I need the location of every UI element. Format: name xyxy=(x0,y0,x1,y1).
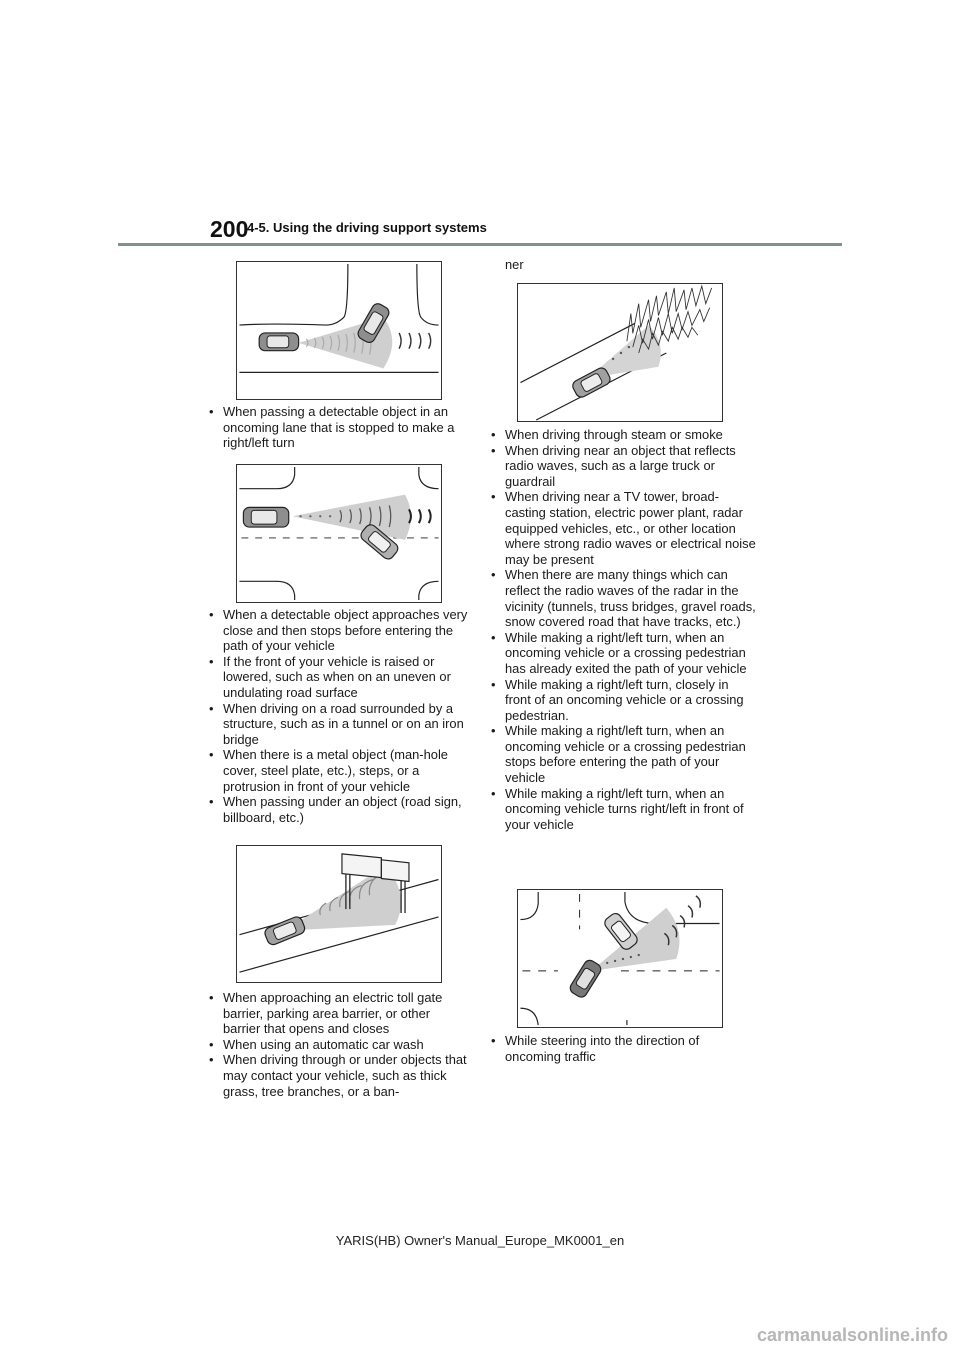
list-item: • When driving through or under objects that may contact your vehicle, such as thick grass, tree branches, or a ban- xyxy=(206,1052,468,1099)
left-bullets-group3 xyxy=(206,990,468,1099)
footer-manual-id: YARIS(HB) Owner's Manual_Europe_MK0001_en xyxy=(335,1233,625,1248)
list-item: • When passing a detectable object in an oncoming lane that is stopped to make a right/left turn xyxy=(206,404,468,451)
watermark: carmanualsonline.info xyxy=(756,1325,948,1345)
figure-approaching-object-illustration xyxy=(236,464,442,603)
list-item: • When driving through steam or smoke xyxy=(488,427,756,443)
list-item: • When approaching an electric toll gate barrier, parking area barrier, or other barrier that opens and closes xyxy=(206,990,468,1037)
right-bullets-group2 xyxy=(488,1033,756,1064)
header-divider xyxy=(118,243,842,246)
list-item: • When driving on a road surrounded by a structure, such as in a tunnel or on an iron bridge xyxy=(206,701,468,748)
figure-steering-oncoming-illustration xyxy=(517,889,723,1028)
list-item: • When passing under an object (road sign, billboard, etc.) xyxy=(206,794,468,825)
list-item: • While making a right/left turn, when an oncoming vehicle or a crossing pedestrian has already exited the path of your vehicle xyxy=(488,630,756,677)
figure-oncoming-turn-illustration xyxy=(236,261,442,400)
list-item: • When driving near a TV tower, broad-casting station, electric power plant, radar equipped vehicles, etc., or other location where strong radio waves or electrical noise may be present xyxy=(488,489,756,567)
list-item: • When a detectable object approaches very close and then stops before entering the path of your vehicle xyxy=(206,607,468,654)
list-item: • When using an automatic car wash xyxy=(206,1037,468,1053)
list-item: • While making a right/left turn, when an oncoming vehicle or a crossing pedestrian stops before entering the path of your vehicle xyxy=(488,723,756,785)
continued-text: ner xyxy=(505,257,524,272)
list-item: • If the front of your vehicle is raised or lowered, such as when on an uneven or undulating road surface xyxy=(206,654,468,701)
list-item: • When there is a metal object (man-hole cover, steel plate, etc.), steps, or a protrusion in front of your vehicle xyxy=(206,747,468,794)
figure-thick-grass-illustration xyxy=(517,283,723,422)
left-bullets-group2 xyxy=(206,607,468,825)
section-title: 4-5. Using the driving support systems xyxy=(247,220,487,235)
list-item: • When driving near an object that reflects radio waves, such as a large truck or guardrail xyxy=(488,443,756,490)
right-bullets-group1 xyxy=(488,427,756,832)
figure-overhead-sign-illustration xyxy=(236,845,442,983)
list-item: • While making a right/left turn, closely in front of an oncoming vehicle or a crossing pedestrian. xyxy=(488,677,756,724)
left-bullets-group1 xyxy=(206,404,468,451)
list-item: • While making a right/left turn, when an oncoming vehicle turns right/left in front of your vehicle xyxy=(488,786,756,833)
list-item: • When there are many things which can reflect the radio waves of the radar in the vicinity (tunnels, truss bridges, gravel roads, snow covered road that have tracks, etc.) xyxy=(488,567,756,629)
page-number: 200 xyxy=(210,216,249,242)
list-item: • While steering into the direction of oncoming traffic xyxy=(488,1033,756,1064)
